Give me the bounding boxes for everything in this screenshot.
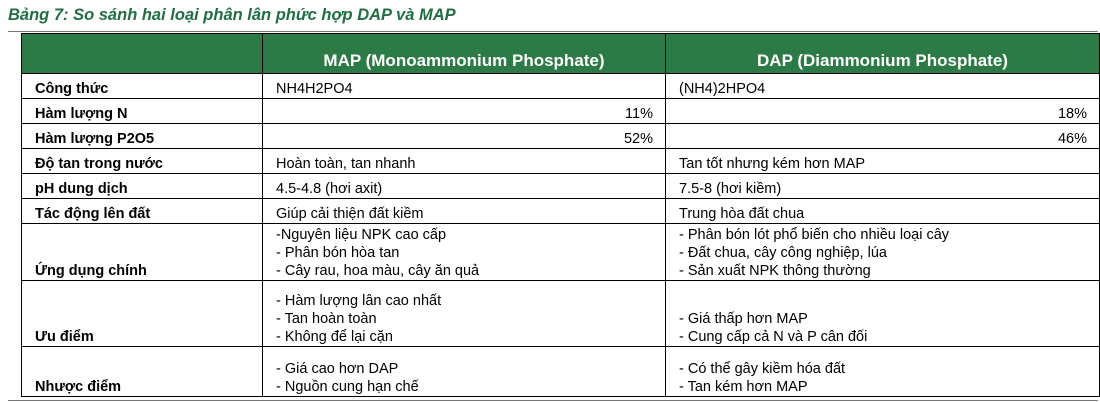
cell-line: - Nguồn cung hạn chế (276, 379, 419, 395)
table-row (22, 74, 1100, 99)
table-row (22, 347, 1100, 397)
cell-line: - Giá cao hơn DAP (276, 361, 399, 377)
cell-dap: 18% (666, 99, 1100, 124)
cell-line: - Phân bón hòa tan (276, 245, 400, 261)
table-row (22, 224, 1100, 281)
row-label: Ứng dụng chính (22, 224, 263, 281)
cell-dap (666, 224, 1100, 281)
table-row (22, 199, 1100, 224)
table-row (22, 174, 1100, 199)
cell-map (263, 347, 666, 397)
cell-dap: Trung hòa đất chua (666, 199, 1100, 224)
cell-line: - Cung cấp cả N và P cân đối (679, 329, 868, 345)
row-label: pH dung dịch (22, 174, 263, 199)
table-caption: Bảng 7: So sánh hai loại phân lân phức hợp DAP và MAP (8, 6, 456, 24)
cell-line: - Giá thấp hơn MAP (679, 311, 808, 327)
cell-map: 11% (263, 99, 666, 124)
cell-map: 52% (263, 124, 666, 149)
cell-map: NH4H2PO4 (263, 74, 666, 99)
cell-line: - Cây rau, hoa màu, cây ăn quả (276, 263, 480, 279)
cell-line: - Sản xuất NPK thông thường (679, 263, 871, 279)
row-label: Công thức (22, 74, 263, 99)
cell-line: - Không để lại cặn (276, 329, 393, 345)
cell-dap (666, 281, 1100, 347)
row-label: Hàm lượng P2O5 (22, 124, 263, 149)
table-header-row (22, 34, 1100, 74)
bottom-divider (8, 400, 1098, 401)
row-label: Hàm lượng N (22, 99, 263, 124)
cell-dap: Tan tốt nhưng kém hơn MAP (666, 149, 1100, 174)
table-row (22, 124, 1100, 149)
header-dap: DAP (Diammonium Phosphate) (666, 34, 1100, 74)
cell-line: - Hàm lượng lân cao nhất (276, 293, 442, 309)
cell-dap: (NH4)2HPO4 (666, 74, 1100, 99)
comparison-table (21, 33, 1100, 397)
cell-dap: 7.5-8 (hơi kiềm) (666, 174, 1100, 199)
cell-line: - Có thể gây kiềm hóa đất (679, 361, 846, 377)
table-row (22, 281, 1100, 347)
header-map: MAP (Monoammonium Phosphate) (263, 34, 666, 74)
row-label: Ưu điểm (22, 281, 263, 347)
cell-line: -Nguyên liệu NPK cao cấp (276, 227, 447, 243)
cell-map: Giúp cải thiện đất kiềm (263, 199, 666, 224)
cell-line: - Đất chua, cây công nghiệp, lúa (679, 245, 887, 261)
header-empty-cell (22, 34, 263, 74)
cell-dap (666, 347, 1100, 397)
cell-map (263, 224, 666, 281)
cell-map (263, 281, 666, 347)
cell-line: - Tan hoàn toàn (276, 311, 377, 327)
cell-line: - Phân bón lót phổ biến cho nhiều loại cây (679, 227, 950, 243)
cell-map: 4.5-4.8 (hơi axit) (263, 174, 666, 199)
cell-map: Hoàn toàn, tan nhanh (263, 149, 666, 174)
cell-dap: 46% (666, 124, 1100, 149)
table-row (22, 149, 1100, 174)
row-label: Tác động lên đất (22, 199, 263, 224)
cell-line: - Tan kém hơn MAP (679, 379, 808, 395)
table-row (22, 99, 1100, 124)
caption-divider (8, 31, 1098, 32)
row-label: Độ tan trong nước (22, 149, 263, 174)
row-label: Nhược điểm (22, 347, 263, 397)
